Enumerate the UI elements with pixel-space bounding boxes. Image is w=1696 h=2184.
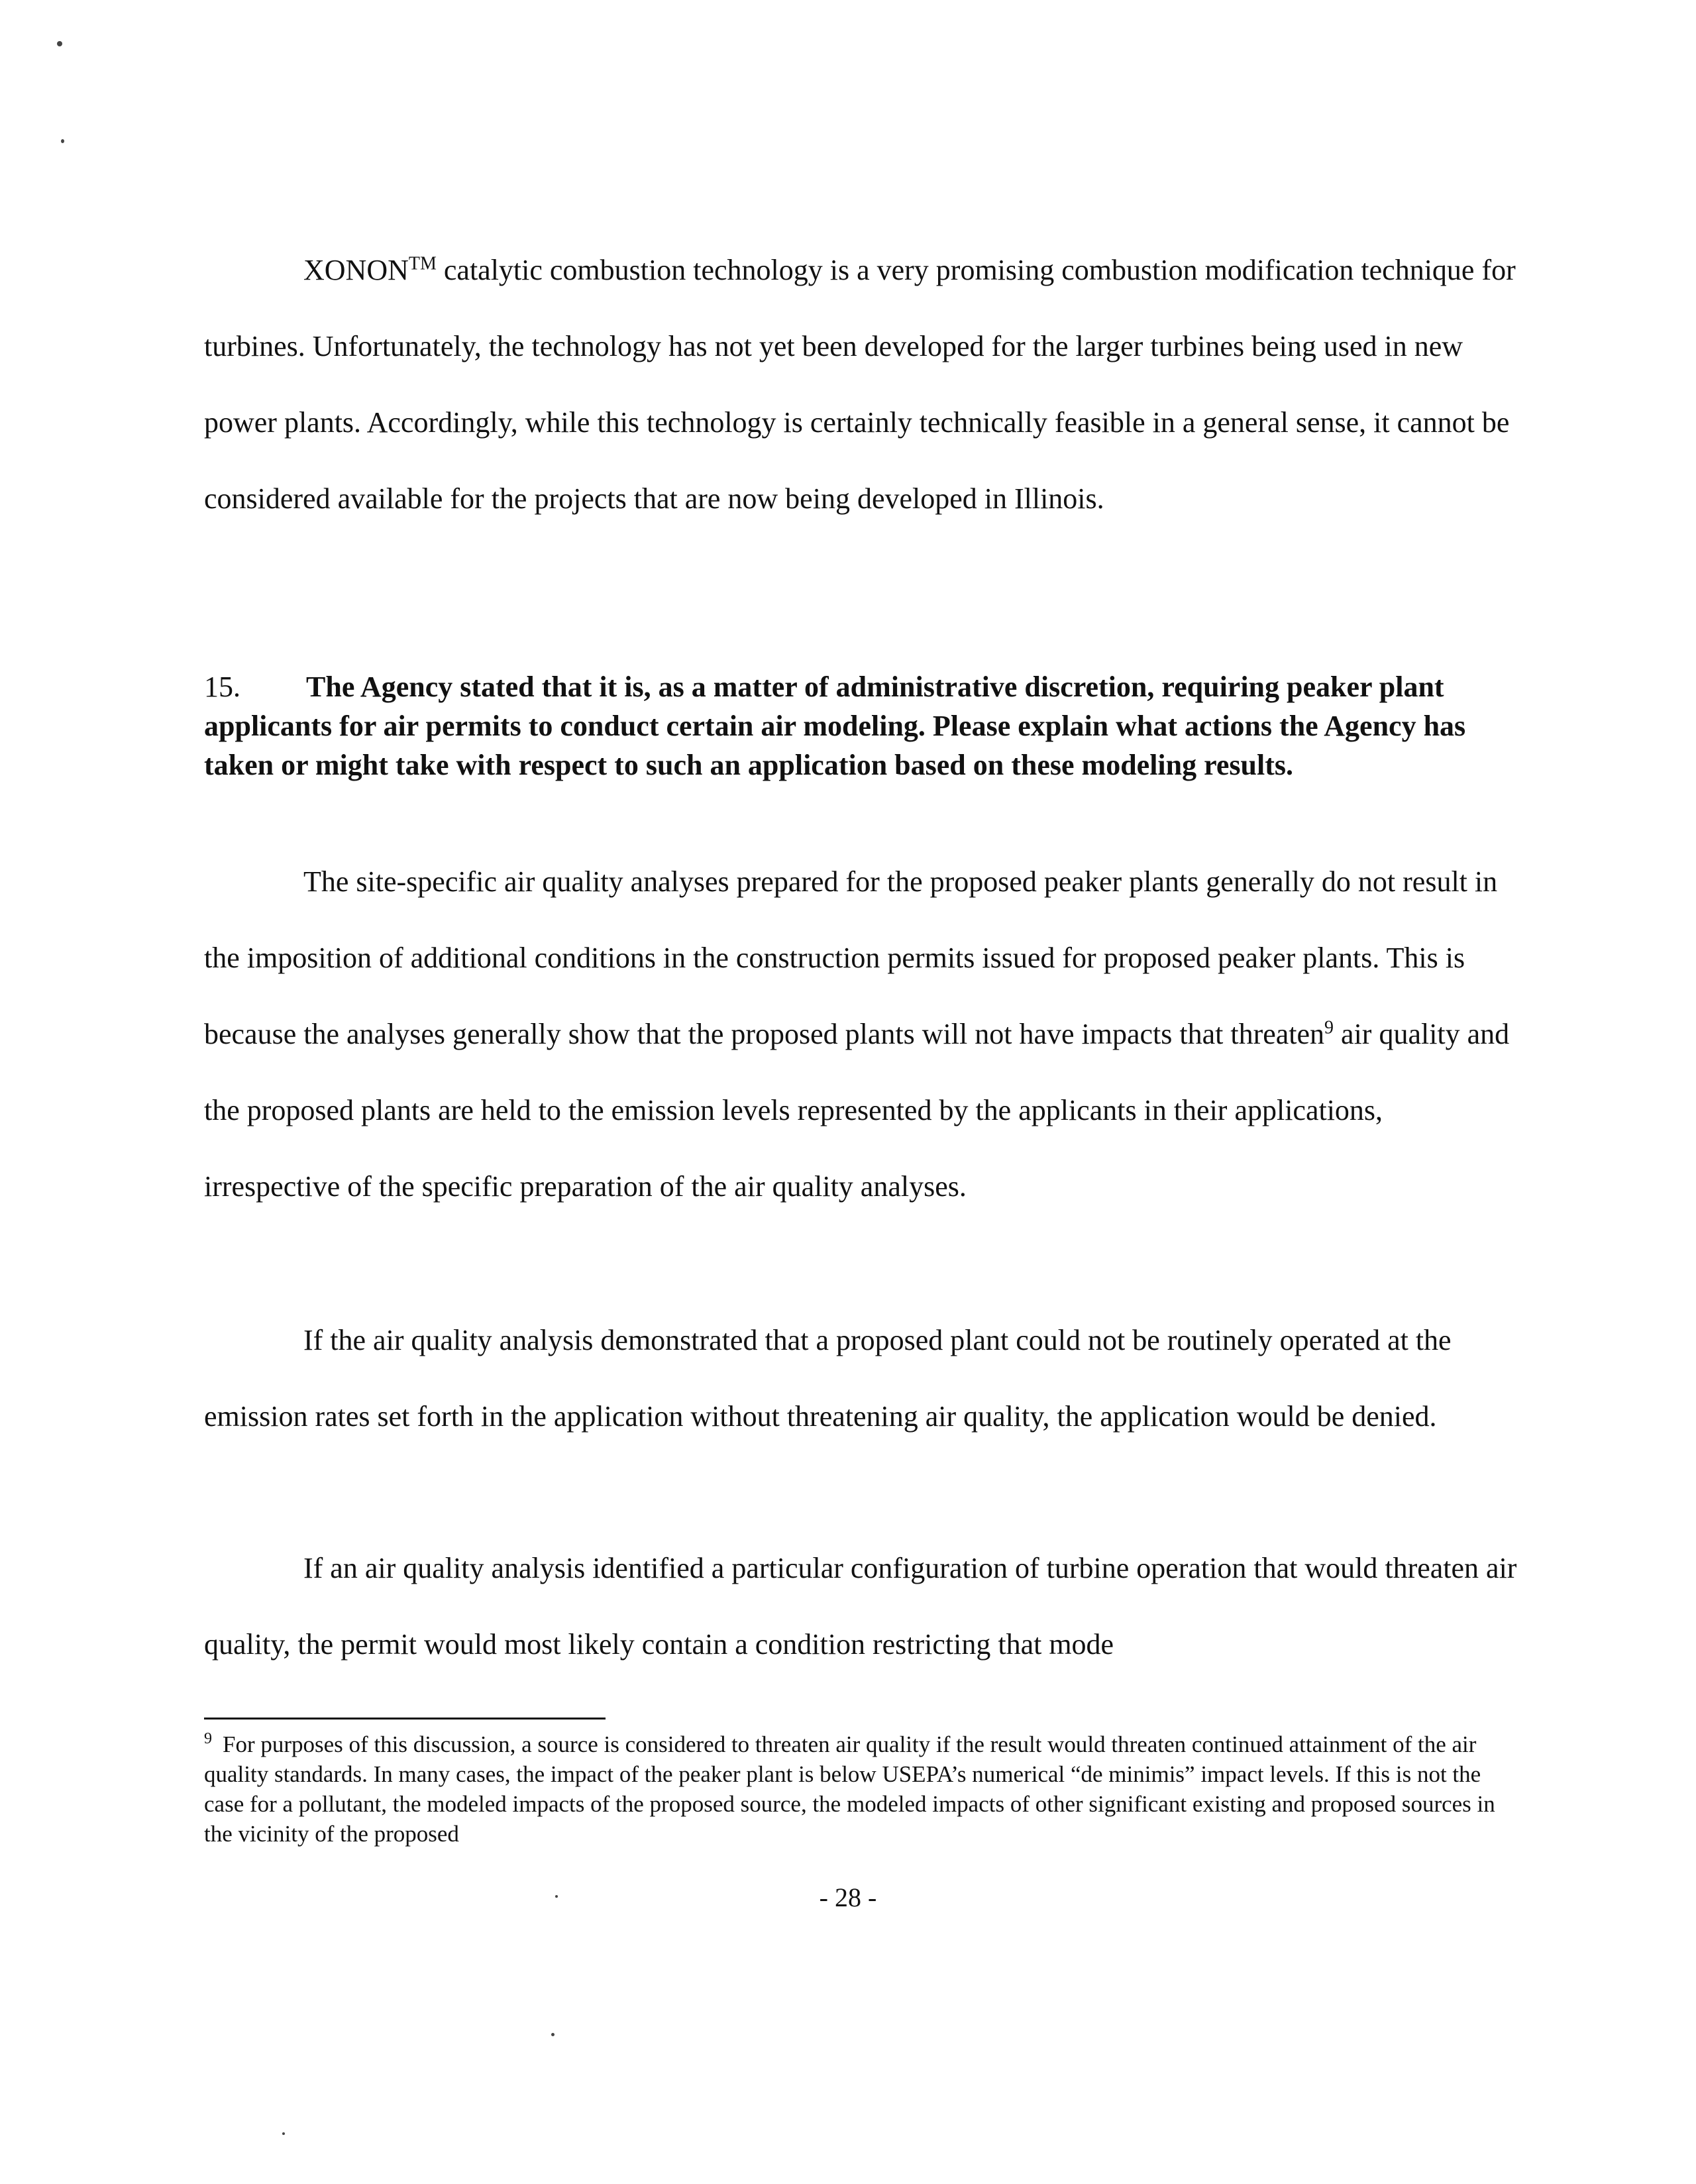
paragraph-site-specific: [204, 844, 1522, 1225]
footnote-9: [204, 1729, 1522, 1849]
paragraph-xonon: [204, 232, 1522, 537]
paragraph-site-specific-text-b: air quality and the proposed plants are held to the emission levels represented by the applicants in their applications, irrespective of the specific preparation of the air quality analyses.: [204, 1018, 1510, 1203]
scan-speck: [57, 41, 62, 46]
footnote-separator: [204, 1718, 606, 1720]
scan-speck: [61, 139, 64, 143]
paragraph-xonon-text: catalytic combustion technology is a very promising combustion modification technique for turbines. Unfortunately, the technology has not yet been developed for the larger turbines being used in new power plants. Accordingly, while this technology is certainly technically feasible in a general sense, it cannot be considered available for the projects that are now being developed in Illinois.: [204, 254, 1516, 515]
xonon-term: XONON: [303, 254, 409, 286]
question-text: The Agency stated that it is, as a matter of administrative discretion, requiring peaker plant applicants for air permits to conduct certain air modeling. Please explain what actions the Agency has taken or might take with respect to such an application based on these modeling results.: [204, 671, 1466, 781]
scan-speck: [555, 1895, 558, 1898]
paragraph-configuration: If an air quality analysis identified a particular configuration of turbine operation that would threaten air quality, the permit would most likely contain a condition restricting that mode: [204, 1552, 1517, 1661]
question-15: [204, 667, 1522, 785]
footnote-text: For purposes of this discussion, a source is considered to threaten air quality if the result would threaten continued attainment of the air quality standards. In many cases, the impact of the peaker plant is below USEPA’s numerical “de minimis” impact levels. If this is not the case for a pollutant, the modeled impacts of the proposed source, the modeled impacts of other significant existing and proposed sources in the vicinity of the proposed: [204, 1731, 1495, 1847]
footnote-reference: 9: [1324, 1017, 1334, 1038]
footnote-marker: 9: [204, 1730, 212, 1748]
trademark-mark: TM: [408, 253, 437, 274]
page-number: - 28 -: [819, 1883, 877, 1912]
scan-speck: [282, 2132, 285, 2135]
paragraph-denied: If the air quality analysis demonstrated that a proposed plant could not be routinely operated at the emission rates set forth in the application without threatening air quality, the application would be denied.: [204, 1324, 1452, 1433]
paragraph-site-specific-text-a: The site-specific air quality analyses prepared for the proposed peaker plants generally do not result in the imposition of additional conditions in the construction permits issued for proposed peaker plants. This is because the analyses generally show that the proposed plants will not have impacts that threaten: [204, 865, 1498, 1050]
question-number: 15.: [204, 671, 240, 703]
scan-speck: [551, 2033, 555, 2036]
